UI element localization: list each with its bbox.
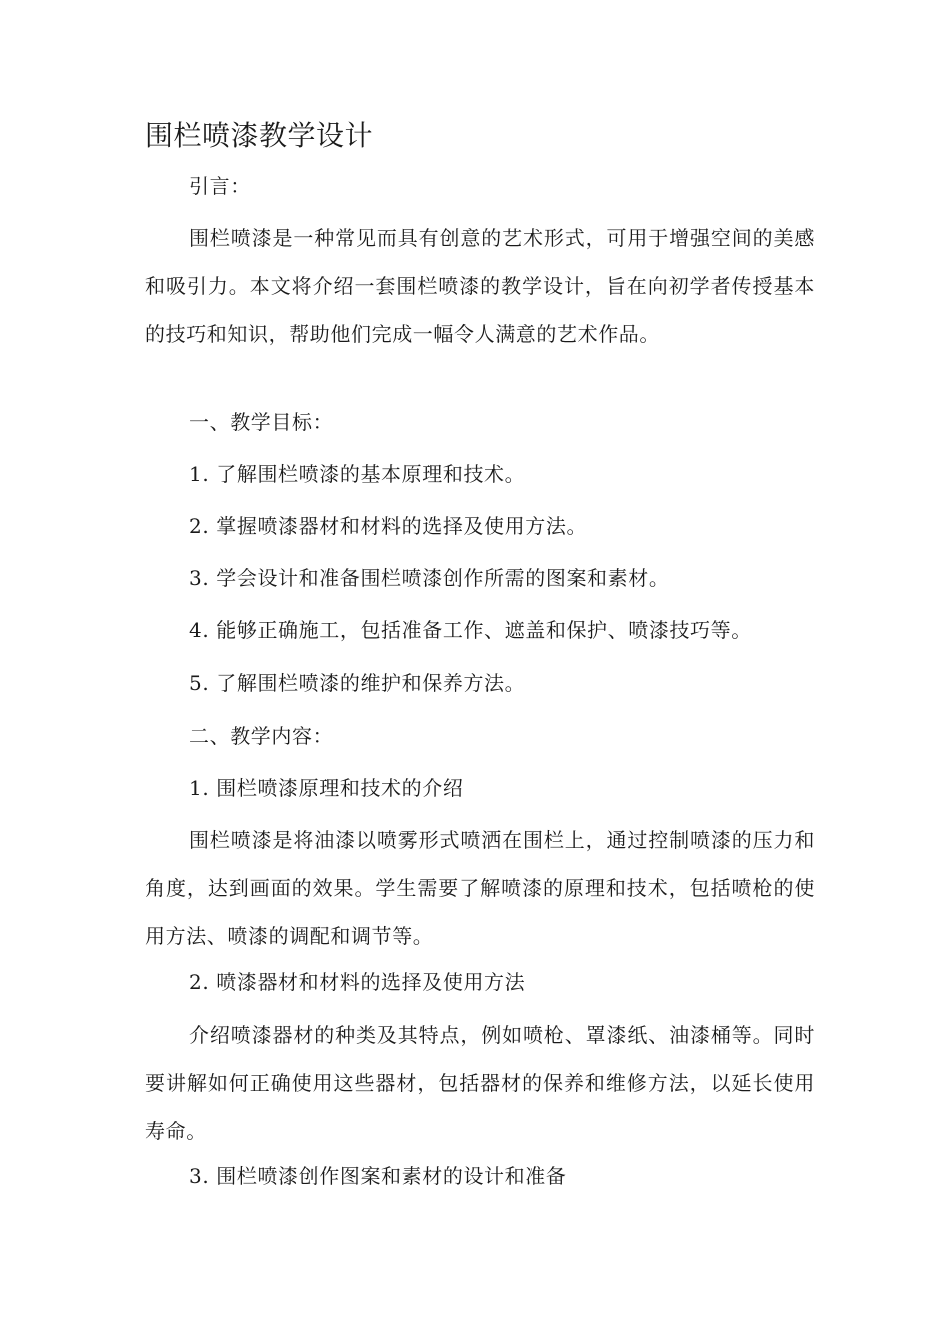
objective-item: 2. 掌握喷漆器材和材料的选择及使用方法。 <box>189 514 588 538</box>
content-item-paragraph: 介绍喷漆器材的种类及其特点，例如喷枪、罩漆纸、油漆桶等。同时要讲解如何正确使用这些器材，包括器材的保养和维修方法，以延长使用寿命。 <box>145 1023 815 1143</box>
objective-item: 5. 了解围栏喷漆的维护和保养方法。 <box>189 671 526 695</box>
document-title: 围栏喷漆教学设计 <box>145 119 374 152</box>
content-item-heading: 3. 围栏喷漆创作图案和素材的设计和准备 <box>189 1164 567 1188</box>
objective-item: 3. 学会设计和准备围栏喷漆创作所需的图案和素材。 <box>189 566 670 590</box>
objective-item: 1. 了解围栏喷漆的基本原理和技术。 <box>189 462 526 486</box>
intro-heading: 引言： <box>189 174 251 198</box>
content-item-heading: 1. 围栏喷漆原理和技术的介绍 <box>189 776 464 800</box>
content-item-paragraph: 围栏喷漆是将油漆以喷雾形式喷洒在围栏上，通过控制喷漆的压力和角度，达到画面的效果。学生需要了解喷漆的原理和技术，包括喷枪的使用方法、喷漆的调配和调节等。 <box>145 828 815 948</box>
section-heading-objectives: 一、教学目标： <box>189 410 334 434</box>
section-heading-content: 二、教学内容： <box>189 724 334 748</box>
intro-paragraph: 围栏喷漆是一种常见而具有创意的艺术形式，可用于增强空间的美感和吸引力。本文将介绍一套围栏喷漆的教学设计，旨在向初学者传授基本的技巧和知识，帮助他们完成一幅令人满意的艺术作品。 <box>145 226 815 346</box>
objective-item: 4. 能够正确施工，包括准备工作、遮盖和保护、喷漆技巧等。 <box>189 618 752 642</box>
content-item-heading: 2. 喷漆器材和材料的选择及使用方法 <box>189 970 526 994</box>
